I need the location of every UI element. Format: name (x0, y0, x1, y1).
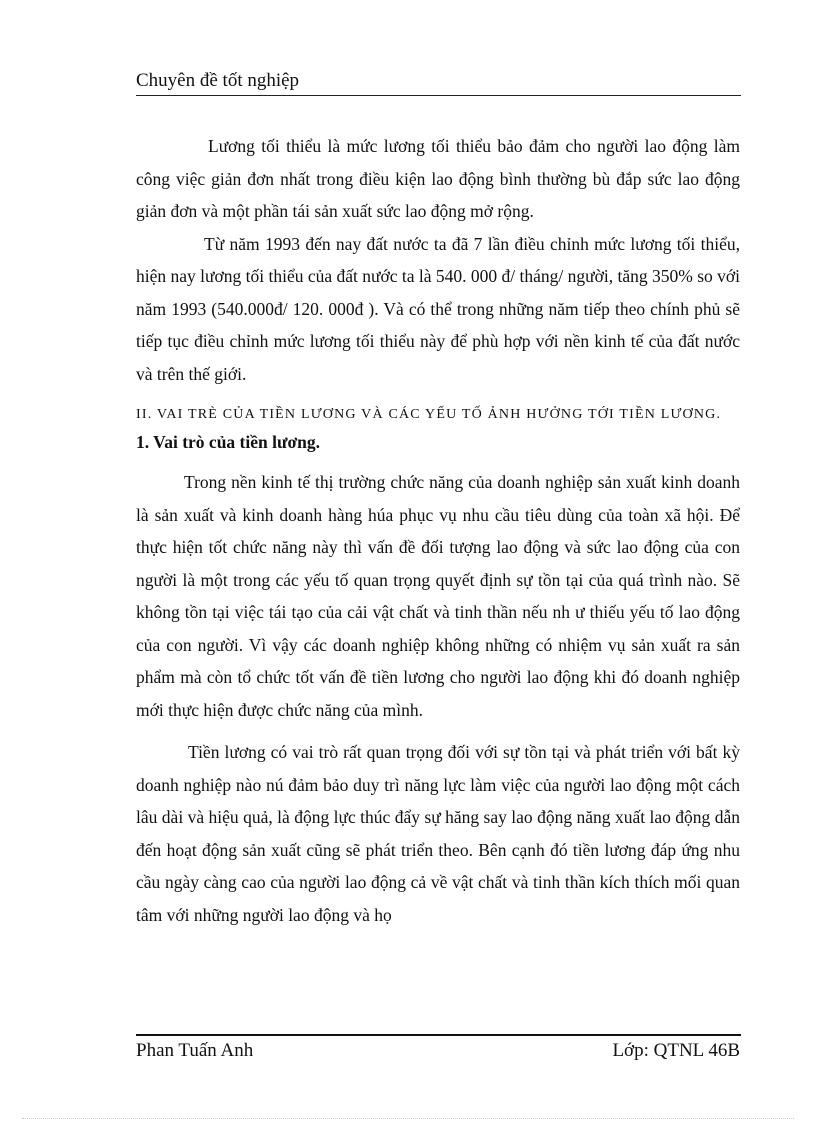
footer-class: Lớp: QTNL 46B (612, 1040, 740, 1061)
footer-author: Phan Tuấn Anh (136, 1040, 254, 1061)
document-body (136, 130, 740, 931)
section-heading: II. VAI TRÈ CỦA TIỀN LƯƠNG VÀ CÁC YẾU TỐ ẢNH HƯỞNG TỚI TIỀN LƯƠNG. (136, 407, 722, 422)
subsection-heading: 1. Vai trò của tiền lương. (136, 432, 321, 452)
footer-divider (136, 1034, 741, 1036)
paragraph-market-economy: Trong nền kinh tế thị trường chức năng của doanh nghiệp sản xuất kinh doanh là sản xuất và kinh doanh hàng húa phục vụ nhu cầu tiêu dùng của toàn xã hội. Để thực hiện tốt chức năng này thì vấn đề đối tượng lao động và sức lao động của con người là một trong các yếu tố quan trọng quyết định sự tồn tại của quá trình nào. Sẽ không tồn tại việc tái tạo của cải vật chất và tinh thần nếu nh ư thiếu yếu tố lao động của con người. Vì vậy các doanh nghiệp không những có nhiệm vụ sản xuất ra sản phẩm mà còn tổ chức tốt vấn đề tiền lương cho người lao động khi đó doanh nghiệp mới thực hiện được chức năng của mình. (136, 472, 740, 720)
header-divider (136, 95, 741, 96)
paragraph-minimum-wage-definition: Lương tối thiểu là mức lương tối thiểu bảo đảm cho người lao động làm công việc giản đơn nhất trong điều kiện lao động bình thường bù đắp sức lao động giản đơn và một phần tái sản xuất sức lao động mở rộng. (136, 136, 740, 221)
paragraph-wage-role: Tiền lương có vai trò rất quan trọng đối với sự tồn tại và phát triển với bất kỳ doanh nghiệp nào nú đảm bảo duy trì năng lực làm việc của người lao động một cách lâu dài và hiệu quả, là động lực thúc đẩy sự hăng say lao động năng xuất lao động dẫn đến hoạt động sản xuất cũng sẽ phát triển theo. Bên cạnh đó tiền lương đáp ứng nhu cầu ngày càng cao của người lao động cả về vật chất và tinh thần kích thích mối quan tâm với những người lao động và họ (136, 742, 740, 925)
page-bottom-edge (22, 1118, 794, 1119)
page-header-title: Chuyên đề tốt nghiệp (136, 70, 300, 91)
paragraph-minimum-wage-history: Từ năm 1993 đến nay đất nước ta đã 7 lần điều chỉnh mức lương tối thiểu, hiện nay lương tối thiểu của đất nước ta là 540. 000 đ/ tháng/ người, tăng 350% so với năm 1993 (540.000đ/ 120. 000đ ). Và có thể trong những năm tiếp theo chính phủ sẽ tiếp tục điều chỉnh mức lương tối thiểu này để phù hợp với nền kinh tế của đất nước và trên thế giới. (136, 233, 740, 384)
